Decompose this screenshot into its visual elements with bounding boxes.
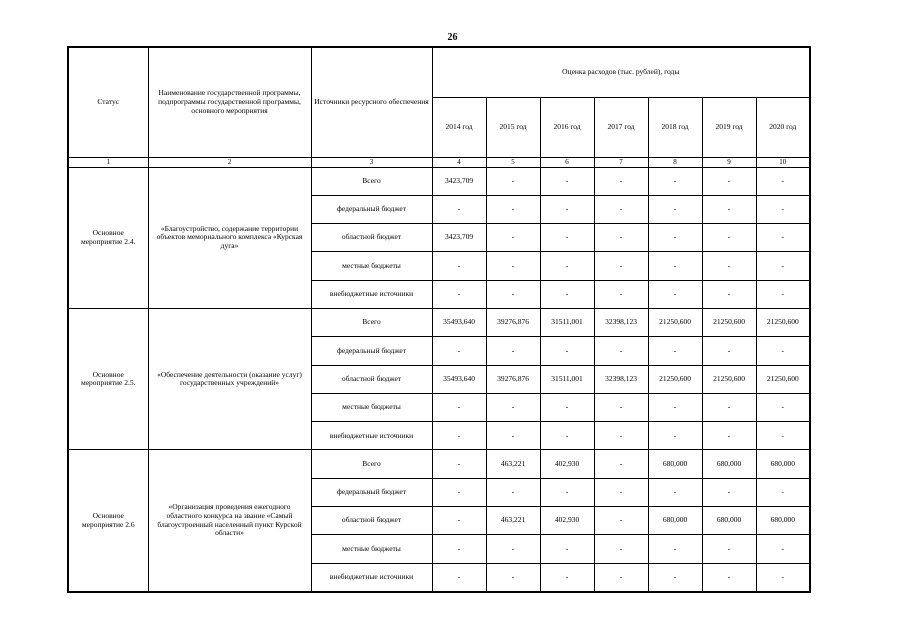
amount-cell: - [432,422,486,450]
amount-cell: - [540,167,594,195]
funding-source-cell: областной бюджет [311,224,432,252]
amount-cell: 21250,600 [756,365,810,393]
amount-cell: 3423,709 [432,224,486,252]
amount-cell: - [486,224,540,252]
program-name-cell: «Обеспечение деятельности (оказание услуг) государственных учреждений» [148,308,311,449]
amount-cell: - [540,478,594,506]
header-year: 2016 год [540,97,594,157]
header-estimate: Оценка расходов (тыс. рублей), годы [432,47,810,97]
amount-cell: - [702,252,756,280]
funding-source-cell: Всего [311,308,432,336]
amount-cell: 21250,600 [702,308,756,336]
header-year: 2020 год [756,97,810,157]
amount-cell: - [540,393,594,421]
header-year: 2019 год [702,97,756,157]
amount-cell: - [756,393,810,421]
header-year: 2015 год [486,97,540,157]
funding-source-cell: федеральный бюджет [311,337,432,365]
amount-cell: 680,000 [756,507,810,535]
program-name-cell: «Организация проведения ежегодного областного конкурса на звание «Самый благоустроенный населенный пункт Курской области» [148,450,311,592]
funding-source-cell: Всего [311,450,432,478]
amount-cell: - [432,535,486,563]
column-number: 5 [486,157,540,167]
amount-cell: - [432,393,486,421]
amount-cell: 402,930 [540,450,594,478]
amount-cell: - [594,450,648,478]
amount-cell: - [540,422,594,450]
funding-source-cell: внебюджетные источники [311,280,432,308]
amount-cell: - [594,224,648,252]
column-number: 10 [756,157,810,167]
column-number: 9 [702,157,756,167]
amount-cell: - [594,393,648,421]
funding-source-cell: местные бюджеты [311,535,432,563]
amount-cell: - [702,478,756,506]
amount-cell: - [432,507,486,535]
header-year: 2018 год [648,97,702,157]
amount-cell: - [648,337,702,365]
column-number: 2 [148,157,311,167]
amount-cell: - [486,195,540,223]
amount-cell: - [432,478,486,506]
amount-cell: 31511,001 [540,308,594,336]
funding-source-cell: федеральный бюджет [311,195,432,223]
amount-cell: 463,221 [486,450,540,478]
amount-cell: - [702,422,756,450]
column-number: 7 [594,157,648,167]
amount-cell: - [756,224,810,252]
amount-cell: - [702,195,756,223]
column-number: 8 [648,157,702,167]
amount-cell: - [594,252,648,280]
table-row [68,167,810,195]
amount-cell: - [432,252,486,280]
funding-source-cell: местные бюджеты [311,252,432,280]
amount-cell: 21250,600 [702,365,756,393]
header-sources: Источники ресурсного обеспечения [311,47,432,157]
amount-cell: - [702,337,756,365]
amount-cell: - [486,252,540,280]
status-cell: Основное мероприятие 2.6 [68,450,148,592]
amount-cell: - [432,195,486,223]
amount-cell: - [702,563,756,592]
amount-cell: 3423,709 [432,167,486,195]
amount-cell: 32398,123 [594,365,648,393]
amount-cell: - [756,563,810,592]
amount-cell: - [432,563,486,592]
status-cell: Основное мероприятие 2.4. [68,167,148,308]
header-year: 2017 год [594,97,648,157]
amount-cell: - [648,535,702,563]
amount-cell: 32398,123 [594,308,648,336]
amount-cell: - [594,195,648,223]
amount-cell: - [540,280,594,308]
amount-cell: - [648,224,702,252]
amount-cell: - [756,252,810,280]
amount-cell: - [486,280,540,308]
page-number: 26 [447,32,458,43]
amount-cell: 21250,600 [648,365,702,393]
column-number: 3 [311,157,432,167]
header-year: 2014 год [432,97,486,157]
amount-cell: 402,930 [540,507,594,535]
program-name-cell: «Благоустройство, содержание территории объектов мемориального комплекса «Курская дуга» [148,167,311,308]
amount-cell: 21250,600 [648,308,702,336]
amount-cell: - [702,393,756,421]
funding-source-cell: Всего [311,167,432,195]
amount-cell: - [594,563,648,592]
amount-cell: - [702,224,756,252]
amount-cell: - [594,507,648,535]
amount-cell: 680,000 [702,450,756,478]
amount-cell: 35493,640 [432,308,486,336]
column-number: 4 [432,157,486,167]
amount-cell: - [702,535,756,563]
amount-cell: - [756,195,810,223]
amount-cell: - [648,167,702,195]
amount-cell: - [594,280,648,308]
header-name: Наименование государственной программы, подпрограммы государственной программы, основного мероприятия [148,47,311,157]
header-status: Статус [68,47,148,157]
amount-cell: - [540,337,594,365]
status-cell: Основное мероприятие 2.5. [68,308,148,449]
amount-cell: - [540,535,594,563]
column-number: 1 [68,157,148,167]
funding-source-cell: внебюджетные источники [311,563,432,592]
amount-cell: - [540,252,594,280]
funding-source-cell: областной бюджет [311,507,432,535]
amount-cell: - [540,224,594,252]
amount-cell: - [486,563,540,592]
amount-cell: - [756,337,810,365]
amount-cell: - [648,195,702,223]
amount-cell: - [648,393,702,421]
amount-cell: - [432,337,486,365]
amount-cell: 31511,001 [540,365,594,393]
amount-cell: - [756,422,810,450]
amount-cell: 39276,876 [486,365,540,393]
funding-source-cell: федеральный бюджет [311,478,432,506]
amount-cell: - [594,422,648,450]
column-number: 6 [540,157,594,167]
amount-cell: - [540,563,594,592]
amount-cell: - [702,167,756,195]
amount-cell: 680,000 [648,507,702,535]
amount-cell: - [540,195,594,223]
funding-source-cell: местные бюджеты [311,393,432,421]
amount-cell: - [486,337,540,365]
amount-cell: 21250,600 [756,308,810,336]
amount-cell: - [432,450,486,478]
funding-source-cell: областной бюджет [311,365,432,393]
budget-table [67,46,811,593]
amount-cell: - [648,563,702,592]
amount-cell: - [486,167,540,195]
amount-cell: - [756,478,810,506]
amount-cell: - [594,337,648,365]
amount-cell: - [756,280,810,308]
amount-cell: 680,000 [756,450,810,478]
amount-cell: - [702,280,756,308]
amount-cell: 35493,640 [432,365,486,393]
amount-cell: - [486,393,540,421]
amount-cell: - [648,422,702,450]
amount-cell: - [756,535,810,563]
amount-cell: 680,000 [702,507,756,535]
amount-cell: - [648,280,702,308]
amount-cell: - [486,422,540,450]
amount-cell: - [648,478,702,506]
amount-cell: - [648,252,702,280]
amount-cell: - [756,167,810,195]
amount-cell: 39276,876 [486,308,540,336]
amount-cell: 463,221 [486,507,540,535]
amount-cell: - [486,478,540,506]
table-row [68,450,810,478]
amount-cell: - [594,535,648,563]
amount-cell: - [594,167,648,195]
table-row [68,308,810,336]
amount-cell: - [486,535,540,563]
amount-cell: 680,000 [648,450,702,478]
funding-source-cell: внебюджетные источники [311,422,432,450]
amount-cell: - [594,478,648,506]
amount-cell: - [432,280,486,308]
